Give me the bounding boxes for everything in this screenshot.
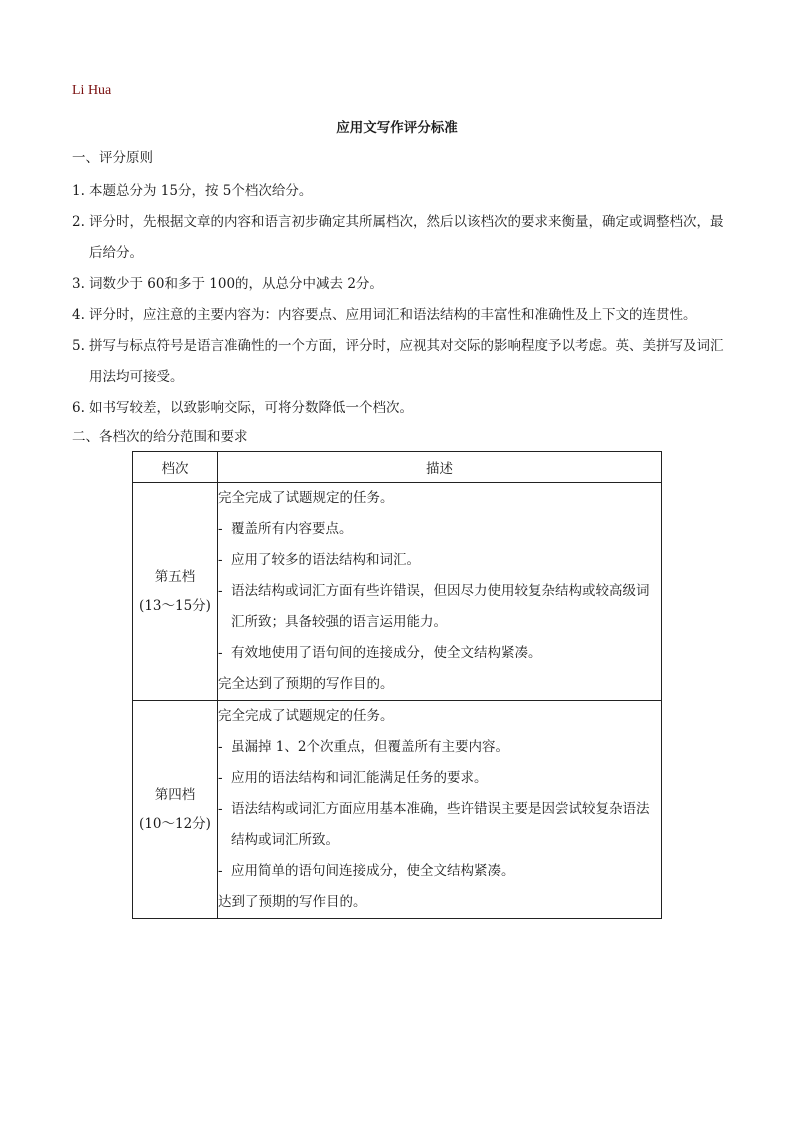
description-text: 语法结构或词汇方面应用基本准确，些许错误主要是因尝试较复杂语法结构或词汇所致。 xyxy=(231,801,650,848)
description-text: 虽漏掉 1、2个次重点，但覆盖所有主要内容。 xyxy=(231,739,509,755)
dash-marker: - xyxy=(218,583,223,599)
level-range: (10～12分) xyxy=(139,815,211,832)
description-line xyxy=(218,545,661,576)
description-cell xyxy=(218,701,662,919)
list-item xyxy=(72,331,732,393)
description-line xyxy=(218,732,661,763)
list-item xyxy=(72,269,732,300)
description-text: 完全完成了试题规定的任务。 xyxy=(218,708,394,724)
description-line xyxy=(218,794,661,856)
description-text: 达到了预期的写作目的。 xyxy=(218,894,367,910)
rule-number: 5. xyxy=(72,338,85,354)
rule-number: 1. xyxy=(72,183,85,199)
description-text: 完全达到了预期的写作目的。 xyxy=(218,676,394,692)
rules-list xyxy=(72,176,732,424)
rule-text: 评分时，应注意的主要内容为：内容要点、应用词汇和语法结构的丰富性和准确性及上下文的连贯性。 xyxy=(89,307,697,323)
description-text: 完全完成了试题规定的任务。 xyxy=(218,490,394,506)
column-header-level: 档次 xyxy=(133,452,218,483)
list-item xyxy=(72,207,732,269)
description-line xyxy=(218,763,661,794)
section-heading-grades: 二、各档次的给分范围和要求 xyxy=(72,429,248,445)
description-line xyxy=(218,856,661,887)
description-line xyxy=(218,669,661,700)
rule-text: 如书写较差，以致影响交际，可将分数降低一个档次。 xyxy=(89,400,413,416)
rule-number: 3. xyxy=(72,276,85,292)
description-line xyxy=(218,638,661,669)
rule-text: 本题总分为 15分，按 5个档次给分。 xyxy=(89,183,313,199)
dash-marker: - xyxy=(218,521,223,537)
dash-marker: - xyxy=(218,645,223,661)
table-header-row xyxy=(133,452,662,483)
rule-number: 6. xyxy=(72,400,85,416)
rule-number: 4. xyxy=(72,307,85,323)
rule-number: 2. xyxy=(72,214,85,230)
level-cell xyxy=(133,701,218,919)
list-item xyxy=(72,393,732,424)
column-header-description: 描述 xyxy=(218,452,662,483)
rule-text: 评分时，先根据文章的内容和语言初步确定其所属档次，然后以该档次的要求来衡量，确定或调整档次，最后给分。 xyxy=(89,214,724,261)
description-cell xyxy=(218,483,662,701)
level-range: (13～15分) xyxy=(139,597,211,614)
signature: Li Hua xyxy=(72,83,112,98)
table-row xyxy=(133,701,662,919)
list-item xyxy=(72,300,732,331)
description-line xyxy=(218,887,661,918)
rule-text: 拼写与标点符号是语言准确性的一个方面，评分时，应视其对交际的影响程度予以考虑。英、美拼写及词汇用法均可接受。 xyxy=(89,338,724,385)
description-line xyxy=(218,701,661,732)
description-text: 应用了较多的语法结构和词汇。 xyxy=(231,552,420,568)
grading-table xyxy=(132,451,662,919)
description-text: 应用简单的语句间连接成分，使全文结构紧凑。 xyxy=(231,863,515,879)
dash-marker: - xyxy=(218,801,223,817)
list-item xyxy=(72,176,732,207)
description-text: 覆盖所有内容要点。 xyxy=(231,521,353,537)
dash-marker: - xyxy=(218,770,223,786)
description-line xyxy=(218,576,661,638)
description-text: 应用的语法结构和词汇能满足任务的要求。 xyxy=(231,770,488,786)
description-text: 有效地使用了语句间的连接成分，使全文结构紧凑。 xyxy=(231,645,542,661)
level-name: 第五档 xyxy=(154,568,196,585)
description-line xyxy=(218,514,661,545)
table-row xyxy=(133,483,662,701)
description-text: 语法结构或词汇方面有些许错误，但因尽力使用较复杂结构或较高级词汇所致；具备较强的语言运用能力。 xyxy=(231,583,650,630)
page-title: 应用文写作评分标准 xyxy=(336,120,458,136)
section-heading-principles: 一、评分原则 xyxy=(72,150,153,166)
dash-marker: - xyxy=(218,552,223,568)
rule-text: 词数少于 60和多于 100的，从总分中减去 2分。 xyxy=(89,276,383,292)
level-cell xyxy=(133,483,218,701)
dash-marker: - xyxy=(218,739,223,755)
dash-marker: - xyxy=(218,863,223,879)
description-line xyxy=(218,483,661,514)
level-name: 第四档 xyxy=(154,786,196,803)
